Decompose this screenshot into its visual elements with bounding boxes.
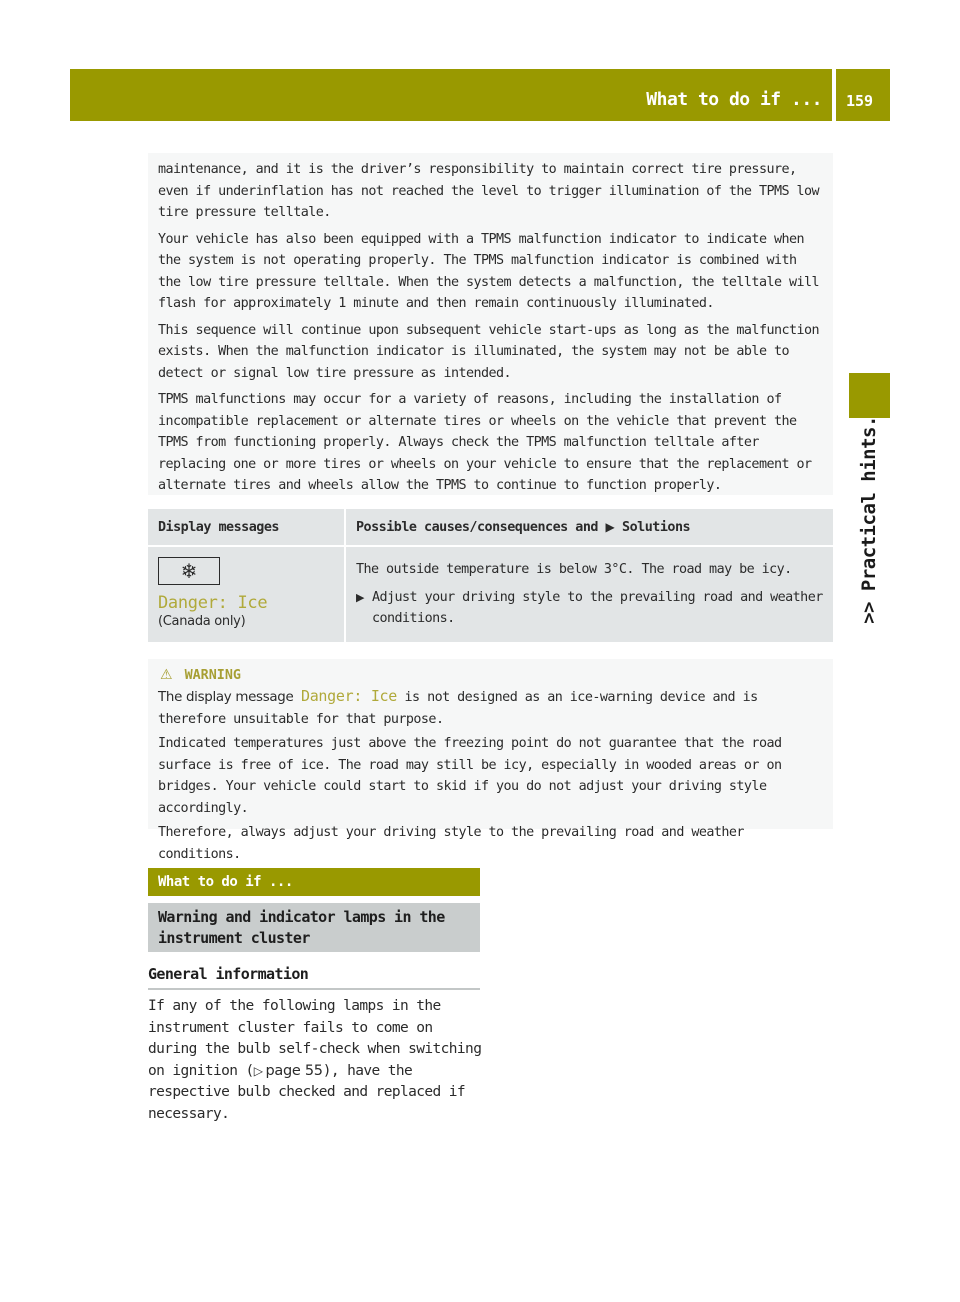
action-text: Adjust your driving style to the prevailing road and weather conditions. (372, 589, 823, 626)
page-reference-link[interactable]: page 55 (265, 1062, 323, 1079)
general-info-body (148, 996, 484, 1126)
arrow-right-icon: ▶ (356, 590, 365, 604)
page-number-box (836, 69, 890, 121)
table-header-row (148, 509, 833, 545)
general-info-before: If any of the following lamps in the instrument cluster fails to come on during the bulb self-check when switching on ignition ( (148, 998, 482, 1079)
region-note: (Canada only) (158, 614, 246, 629)
display-message-text: Danger: Ice (158, 593, 268, 613)
notice-paragraph: This sequence will continue upon subsequent vehicle start-ups as long as the malfunction exists. When the malfunction indicator is illuminated, the system may not be able to detect or signal low tire pressure as intended. (158, 322, 820, 381)
section-title: What to do if ... (158, 874, 293, 890)
subsection-title-box (148, 903, 480, 952)
warning-heading-text: WARNING (184, 668, 241, 683)
warning-paragraph: Indicated temperatures just above the freezing point do not guarantee that the road surface is free of ice. The road may still be icy, especially in wooded areas or on bridges. Your vehicle could start to skid if you do not adjust your driving style accordingly. (158, 736, 782, 816)
notice-paragraph: Your vehicle has also been equipped with a TPMS malfunction indicator to indicate when the system is not operating properly. The TPMS malfunction indicator is combined with the low tire pressure telltale. When the system detects a malfunction, the telltale will flash for approximately 1 minute and then remain continuously illuminated. (158, 231, 820, 311)
cause-cell (345, 547, 833, 642)
cause-text: The outside temperature is below 3°C. The road may be icy. (356, 562, 792, 577)
col-header-causes-label: Possible causes/consequences and (356, 519, 598, 535)
warning-box (148, 659, 833, 862)
display-messages-table (148, 509, 833, 642)
warning-paragraph (158, 686, 825, 730)
warning-p1-after: is not designed as an ice-warning device and is therefore unsuitable for that purpose. (158, 690, 758, 727)
general-info-heading-text: General information (148, 965, 309, 983)
table-row (148, 547, 833, 642)
col-header-display-messages: Display messages (148, 509, 345, 545)
section-title-bar (148, 868, 480, 896)
notice-paragraph: TPMS malfunctions may occur for a variety of reasons, including the installation of incompatible replacement or alternate tires or wheels on the vehicle that prevent the TPMS from functioning properly. Always check the TPMS malfunction telltale after replacing one or more tires or wheels on your vehicle to ensure that the replacement or alternate tires and wheels allow the TPMS to continue to function properly. (158, 392, 812, 493)
warning-paragraph: Therefore, always adjust your driving style to the prevailing road and weather conditions. (158, 825, 744, 862)
tpms-notice-box (148, 153, 833, 495)
arrow-right-icon: ▶ (605, 519, 615, 534)
side-tab-marker (849, 373, 890, 418)
subsection-title: Warning and indicator lamps in the instrument cluster (158, 908, 445, 947)
side-tab-label: >> Practical hints. (858, 416, 880, 624)
warning-p1-before: The display message (158, 690, 294, 705)
warning-heading (160, 665, 825, 686)
general-info-after: ), have the respective bulb checked and replaced if necessary. (148, 1062, 466, 1122)
col-header-solutions-label: Solutions (622, 519, 691, 535)
warning-triangle-icon: ⚠ (160, 667, 173, 683)
display-message-inline: Danger: Ice (300, 687, 398, 705)
header-bar (70, 69, 832, 121)
message-cell (148, 547, 345, 642)
page-reference-icon: ▷ (253, 1063, 266, 1078)
general-info-heading (148, 964, 480, 990)
col-header-causes (345, 509, 833, 545)
action-item (356, 587, 825, 630)
header-title: What to do if ... (646, 89, 822, 110)
notice-paragraph: maintenance, and it is the driver’s responsibility to maintain correct tire pressure, even if underinflation has not reached the level to trigger illumination of the TPMS low tire pressure telltale. (158, 162, 820, 220)
snowflake-icon: ❄ (158, 557, 220, 585)
page-number: 159 (846, 92, 874, 110)
